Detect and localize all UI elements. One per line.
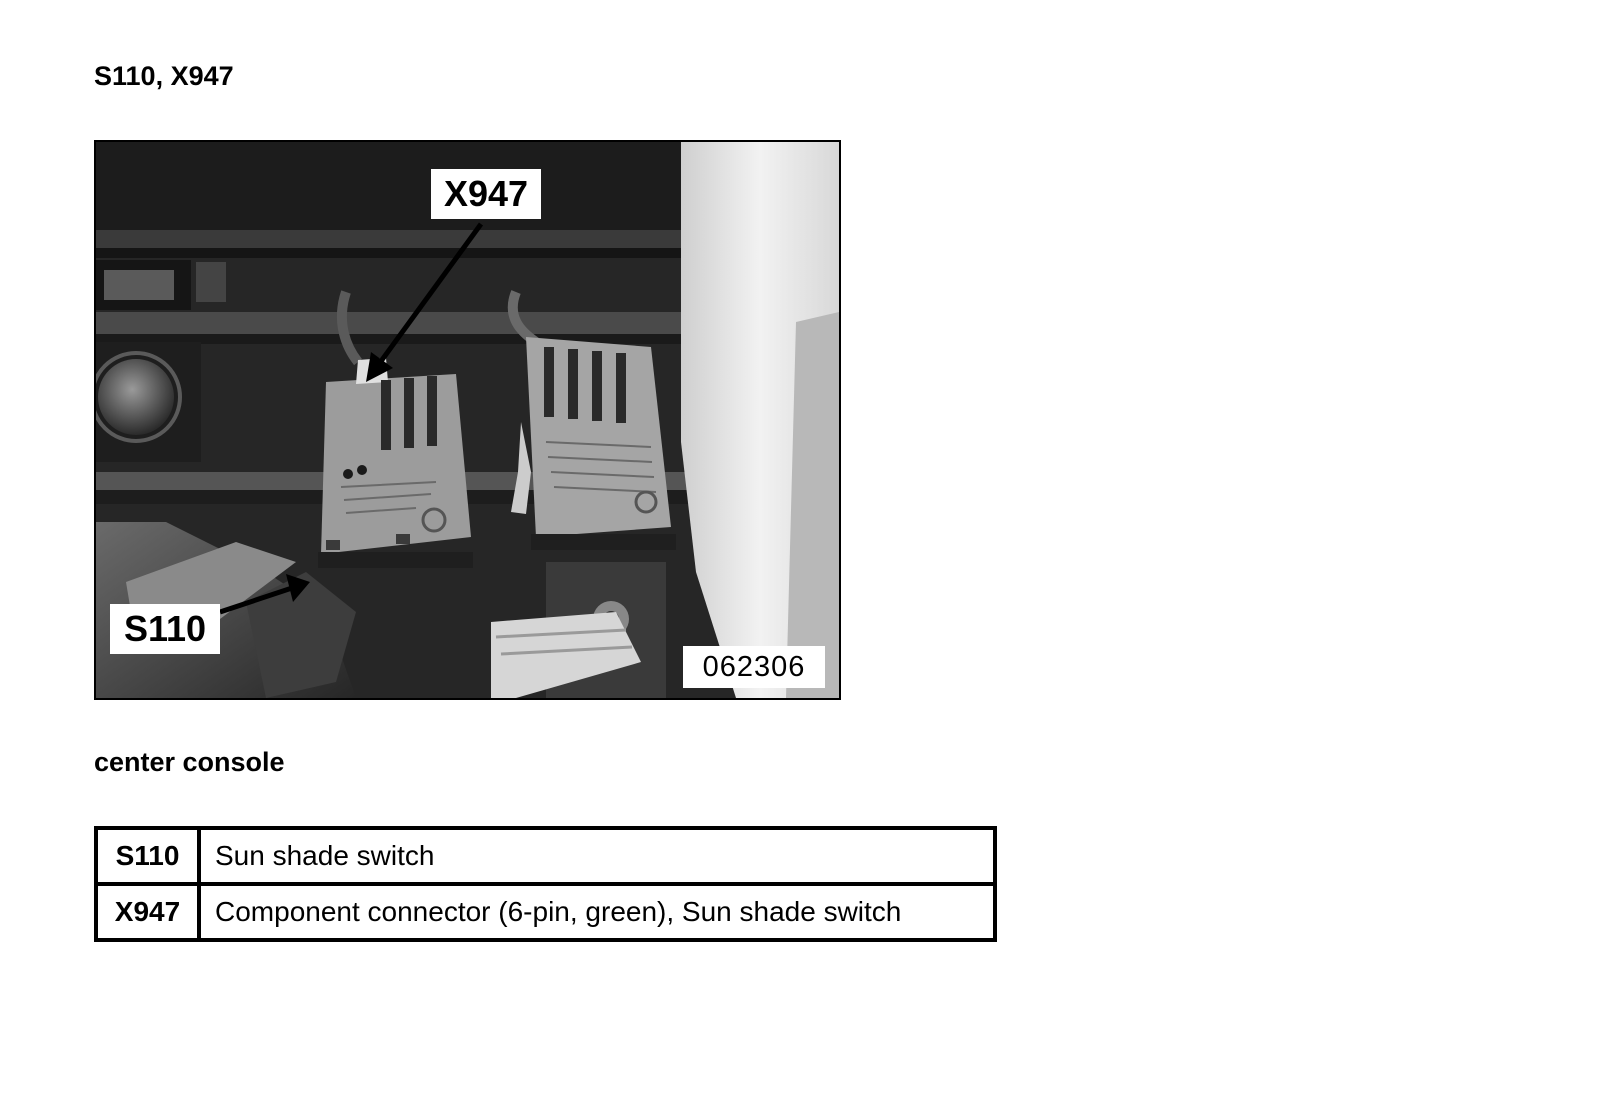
- section-heading: center console: [94, 747, 285, 777]
- table-row: [96, 828, 995, 884]
- callout-label-s110: S110: [110, 604, 220, 654]
- legend-table: [94, 826, 997, 942]
- table-row: [96, 884, 995, 940]
- component-code: S110: [96, 828, 199, 884]
- component-description: Component connector (6-pin, green), Sun shade switch: [199, 884, 995, 940]
- component-description: Sun shade switch: [199, 828, 995, 884]
- figure-number: 062306: [683, 646, 825, 688]
- page-title: S110, X947: [94, 61, 234, 91]
- callout-label-x947: X947: [431, 169, 541, 219]
- component-photo: [94, 140, 841, 700]
- component-code: X947: [96, 884, 199, 940]
